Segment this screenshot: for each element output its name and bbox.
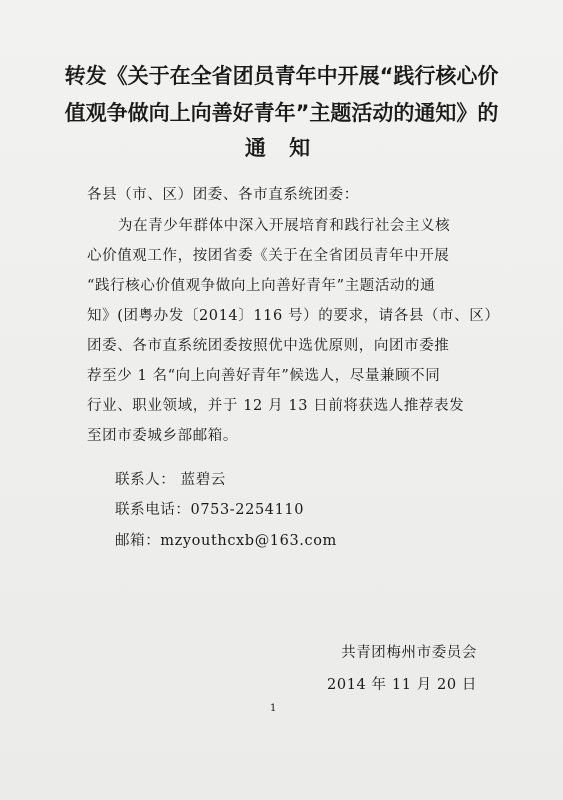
body-line-5: 团委、各市直系统团委按照优中选优原则，向团市委推 <box>87 338 450 354</box>
body-line-1: 为在青少年群体中深入开展培育和践行社会主义核 <box>118 218 451 234</box>
body-line-7: 行业、职业领域，并于 12 月 13 日前将获选人推荐表发 <box>87 398 465 414</box>
contact-person: 联系人： 蓝碧云 <box>115 472 226 488</box>
contact-email: 邮箱：mzyouthcxb@163.com <box>115 533 337 549</box>
body-line-8: 至团市委城乡部邮箱。 <box>87 428 238 444</box>
signature-date: 2014 年 11 月 20 日 <box>327 677 477 693</box>
title-line-2: 值观争做向上向善好青年”主题活动的通知》的 <box>64 101 499 125</box>
body-line-6: 荐至少 1 名“向上向善好青年”候选人，尽量兼顾不同 <box>87 368 441 384</box>
salutation: 各县（市、区）团委、各市直系统团委： <box>87 187 359 203</box>
page-number: 1 <box>270 703 277 714</box>
body-line-3: “践行核心价值观争做向上向善好青年”主题活动的通 <box>87 278 436 294</box>
title-line-3: 通 知 <box>244 136 319 160</box>
title-line-1: 转发《关于在全省团员青年中开展“践行核心价 <box>64 64 499 88</box>
signature-org: 共青团梅州市委员会 <box>341 645 477 661</box>
body-line-2: 心价值观工作，按团省委《关于在全省团员青年中开展 <box>87 248 450 264</box>
contact-phone: 联系电话：0753-2254110 <box>115 502 305 518</box>
body-line-4: 知》(团粤办发〔2014〕116 号）的要求，请各县（市、区） <box>87 308 500 324</box>
